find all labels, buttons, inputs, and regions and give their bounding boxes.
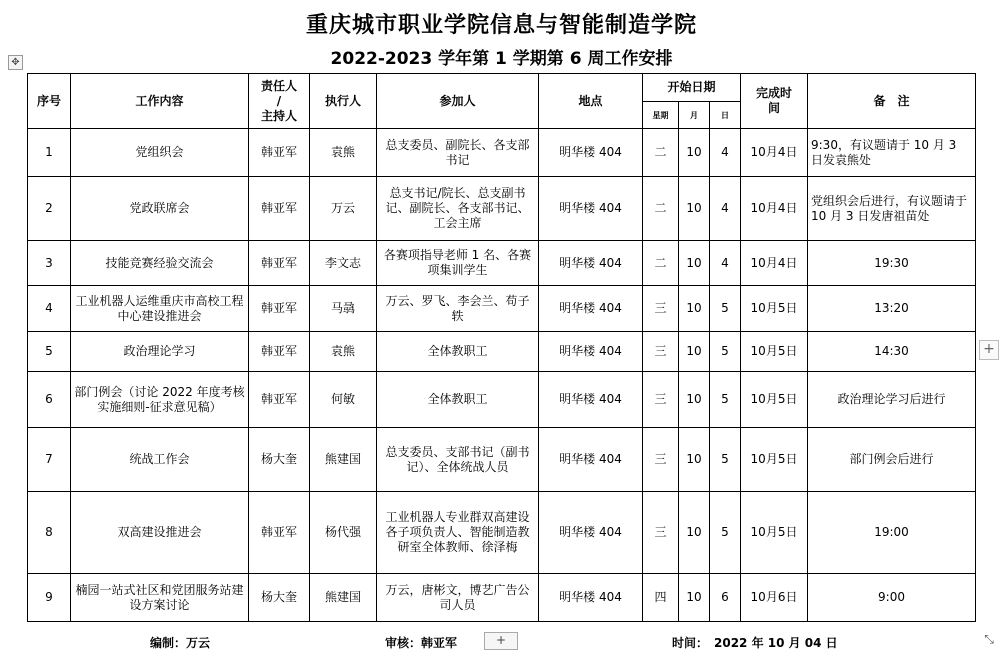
row-month: 10	[679, 286, 710, 332]
table-row	[28, 286, 976, 332]
row-participants: 全体教职工	[377, 372, 539, 428]
row-lead: 韩亚军	[249, 241, 310, 286]
row-no: 1	[28, 129, 71, 177]
row-month: 10	[679, 177, 710, 241]
header-lead: 责任人 / 主持人	[249, 74, 310, 129]
row-remark: 政治理论学习后进行	[808, 372, 976, 428]
row-executor: 袁熊	[310, 129, 377, 177]
row-executor: 熊建国	[310, 428, 377, 492]
row-remark: 部门例会后进行	[808, 428, 976, 492]
resize-handle-icon[interactable]: ⤡	[984, 632, 994, 646]
row-no: 4	[28, 286, 71, 332]
row-weekday: 三	[643, 372, 679, 428]
row-day: 5	[710, 492, 741, 574]
schedule-table	[27, 73, 976, 622]
row-finish: 10月6日	[741, 574, 808, 622]
header-start-date: 开始日期	[643, 74, 741, 102]
row-content: 统战工作会	[71, 428, 249, 492]
row-remark: 党组织会后进行，有议题请于 10 月 3 日发唐祖苗处	[808, 177, 976, 241]
row-weekday: 四	[643, 574, 679, 622]
footer-reviewer: 审核：韩亚军	[385, 636, 458, 650]
header-finish: 完成时 间	[741, 74, 808, 129]
header-no: 序号	[28, 74, 71, 129]
row-content: 党政联席会	[71, 177, 249, 241]
row-remark: 14:30	[808, 332, 976, 372]
header-day: 日	[710, 102, 741, 129]
move-handle-icon[interactable]: ✥	[8, 55, 23, 70]
footer-editor: 编制：万云	[150, 636, 211, 650]
row-finish: 10月5日	[741, 492, 808, 574]
row-executor: 何敏	[310, 372, 377, 428]
row-remark: 9:00	[808, 574, 976, 622]
row-executor: 万云	[310, 177, 377, 241]
row-remark: 9:30，有议题请于 10 月 3 日发袁熊处	[808, 129, 976, 177]
table-row	[28, 129, 976, 177]
footer-time: 时间： 2022 年 10 月 04 日	[672, 636, 838, 650]
row-content: 双高建设推进会	[71, 492, 249, 574]
row-day: 5	[710, 372, 741, 428]
table-row	[28, 428, 976, 492]
row-location: 明华楼 404	[539, 492, 643, 574]
row-executor: 马骉	[310, 286, 377, 332]
header-location: 地点	[539, 74, 643, 129]
row-finish: 10月5日	[741, 428, 808, 492]
row-no: 3	[28, 241, 71, 286]
row-day: 5	[710, 428, 741, 492]
row-location: 明华楼 404	[539, 332, 643, 372]
row-month: 10	[679, 574, 710, 622]
row-finish: 10月5日	[741, 372, 808, 428]
row-day: 6	[710, 574, 741, 622]
row-no: 9	[28, 574, 71, 622]
row-weekday: 二	[643, 177, 679, 241]
row-day: 5	[710, 332, 741, 372]
row-location: 明华楼 404	[539, 241, 643, 286]
row-lead: 韩亚军	[249, 286, 310, 332]
row-content: 楠园一站式社区和党团服务站建设方案讨论	[71, 574, 249, 622]
row-day: 4	[710, 241, 741, 286]
row-weekday: 三	[643, 332, 679, 372]
row-location: 明华楼 404	[539, 177, 643, 241]
document-subtitle: 2022-2023 学年第 1 学期第 6 周工作安排	[330, 49, 673, 69]
row-content: 政治理论学习	[71, 332, 249, 372]
row-participants: 全体教职工	[377, 332, 539, 372]
row-weekday: 三	[643, 428, 679, 492]
row-lead: 韩亚军	[249, 492, 310, 574]
row-location: 明华楼 404	[539, 372, 643, 428]
header-remark: 备 注	[808, 74, 976, 129]
row-no: 7	[28, 428, 71, 492]
row-content: 部门例会（讨论 2022 年度考核实施细则-征求意见稿）	[71, 372, 249, 428]
row-month: 10	[679, 372, 710, 428]
row-day: 4	[710, 177, 741, 241]
row-no: 8	[28, 492, 71, 574]
row-weekday: 二	[643, 241, 679, 286]
row-participants: 总支委员、支部书记（副书记）、全体统战人员	[377, 428, 539, 492]
table-row	[28, 574, 976, 622]
table-row	[28, 332, 976, 372]
row-lead: 韩亚军	[249, 177, 310, 241]
table-row	[28, 372, 976, 428]
row-content: 技能竞赛经验交流会	[71, 241, 249, 286]
row-executor: 杨代强	[310, 492, 377, 574]
row-finish: 10月5日	[741, 332, 808, 372]
row-lead: 韩亚军	[249, 372, 310, 428]
row-day: 4	[710, 129, 741, 177]
row-weekday: 三	[643, 286, 679, 332]
row-lead: 杨大奎	[249, 574, 310, 622]
row-location: 明华楼 404	[539, 129, 643, 177]
document-title: 重庆城市职业学院信息与智能制造学院	[305, 13, 697, 38]
row-month: 10	[679, 492, 710, 574]
row-lead: 杨大奎	[249, 428, 310, 492]
row-lead: 韩亚军	[249, 332, 310, 372]
row-executor: 李文志	[310, 241, 377, 286]
row-participants: 总支书记/院长、总支副书记、副院长、各支部书记、工会主席	[377, 177, 539, 241]
row-finish: 10月5日	[741, 286, 808, 332]
table-row	[28, 241, 976, 286]
row-weekday: 二	[643, 129, 679, 177]
row-no: 2	[28, 177, 71, 241]
row-finish: 10月4日	[741, 129, 808, 177]
row-finish: 10月4日	[741, 241, 808, 286]
row-executor: 熊建国	[310, 574, 377, 622]
row-weekday: 三	[643, 492, 679, 574]
header-weekday: 星期	[643, 102, 679, 129]
header-content: 工作内容	[71, 74, 249, 129]
row-month: 10	[679, 428, 710, 492]
row-month: 10	[679, 332, 710, 372]
table-row	[28, 177, 976, 241]
row-location: 明华楼 404	[539, 428, 643, 492]
row-month: 10	[679, 129, 710, 177]
row-location: 明华楼 404	[539, 574, 643, 622]
row-participants: 工业机器人专业群双高建设各子项负责人、智能制造教研室全体教师、徐泽梅	[377, 492, 539, 574]
row-no: 6	[28, 372, 71, 428]
row-content: 工业机器人运维重庆市高校工程中心建设推进会	[71, 286, 249, 332]
header-month: 月	[679, 102, 710, 129]
row-remark: 13:20	[808, 286, 976, 332]
row-participants: 万云、罗飞、李会兰、苟子轶	[377, 286, 539, 332]
row-participants: 总支委员、副院长、各支部书记	[377, 129, 539, 177]
table-row	[28, 492, 976, 574]
row-location: 明华楼 404	[539, 286, 643, 332]
add-row-button[interactable]: +	[484, 632, 518, 650]
row-remark: 19:00	[808, 492, 976, 574]
row-day: 5	[710, 286, 741, 332]
row-remark: 19:30	[808, 241, 976, 286]
plus-icon[interactable]: +	[979, 340, 999, 360]
header-executor: 执行人	[310, 74, 377, 129]
row-no: 5	[28, 332, 71, 372]
row-participants: 各赛项指导老师 1 名、各赛项集训学生	[377, 241, 539, 286]
row-participants: 万云，唐彬文，博艺广告公司人员	[377, 574, 539, 622]
header-participants: 参加人	[377, 74, 539, 129]
row-executor: 袁熊	[310, 332, 377, 372]
row-lead: 韩亚军	[249, 129, 310, 177]
row-content: 党组织会	[71, 129, 249, 177]
row-finish: 10月4日	[741, 177, 808, 241]
row-month: 10	[679, 241, 710, 286]
